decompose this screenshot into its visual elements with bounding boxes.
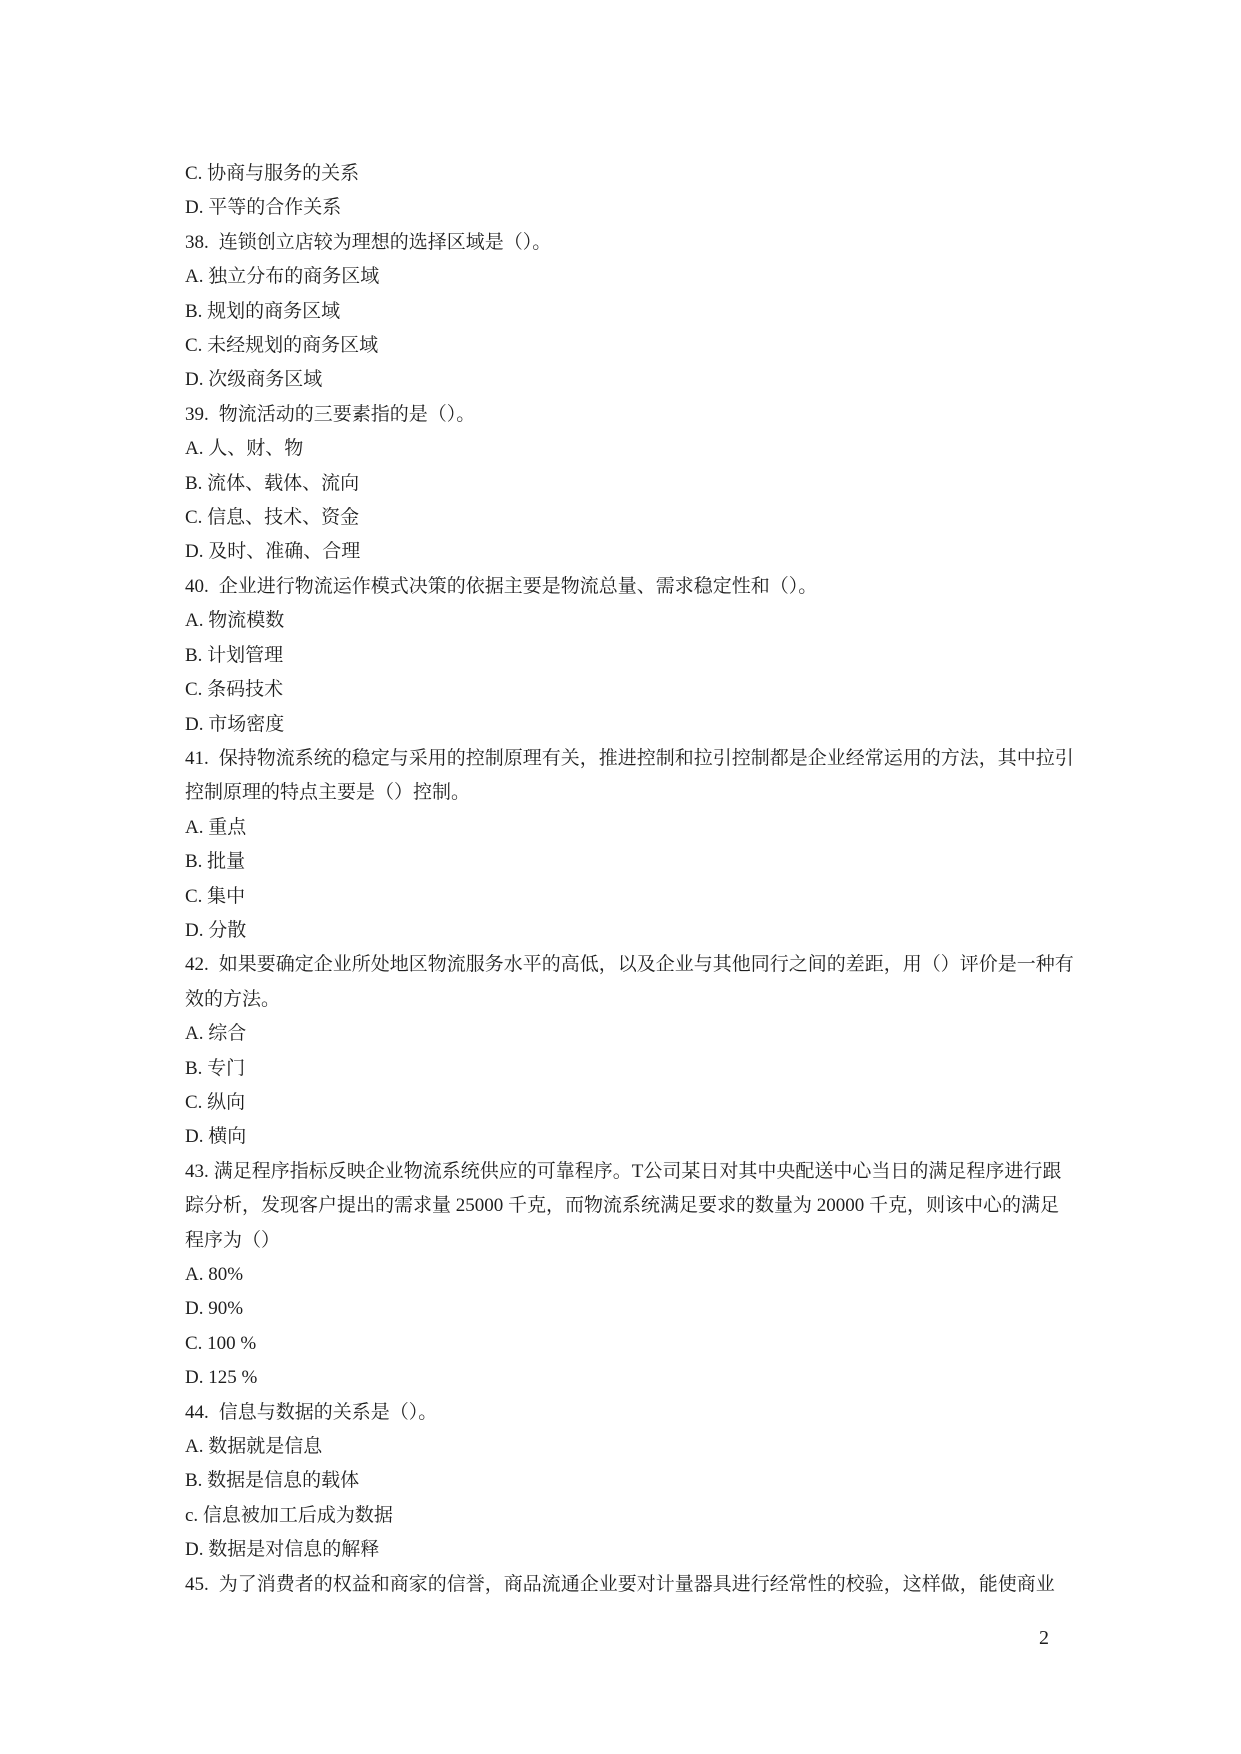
answer-option: D. 数据是对信息的解释	[185, 1539, 380, 1561]
question-stem	[185, 226, 1075, 260]
question-number: 44.	[185, 1401, 209, 1423]
question-41	[185, 742, 1075, 948]
answer-option: C. 协商与服务的关系	[185, 163, 360, 184]
question-stem	[185, 1568, 1075, 1602]
question-text: 企业进行物流运作模式决策的依据主要是物流总量、需求稳定性和（）。	[218, 575, 818, 597]
question-stem	[185, 948, 1075, 1017]
question-39	[185, 398, 1075, 570]
answer-option: D. 平等的合作关系	[185, 197, 342, 219]
question-40	[185, 570, 1075, 742]
answer-option: A. 独立分布的商务区域	[185, 266, 380, 288]
answer-option: D. 次级商务区域	[185, 369, 323, 391]
question-text: 信息与数据的关系是（）。	[218, 1401, 438, 1423]
answer-option: C. 条码技术	[185, 679, 284, 701]
answer-option: A. 物流模数	[185, 610, 285, 632]
question-stem	[185, 398, 1075, 432]
answer-option: A. 80%	[185, 1264, 244, 1285]
answer-option: c. 信息被加工后成为数据	[185, 1504, 393, 1526]
question-text: 保持物流系统的稳定与采用的控制原理有关，推进控制和拉引控制都是企业经常运用的方法，其中拉引控制原理的特点主要是（）控制。	[185, 747, 1074, 804]
exam-question-list	[185, 157, 1075, 1602]
page-number: 2	[1039, 1627, 1049, 1649]
answer-option: A. 人、财、物	[185, 438, 304, 460]
question-text: 为了消费者的权益和商家的信誉，商品流通企业要对计量器具进行经常性的校验，这样做，能使商业	[218, 1573, 1055, 1595]
question-stem	[185, 570, 1075, 604]
answer-option: B. 规划的商务区域	[185, 300, 341, 322]
answer-option: A. 综合	[185, 1023, 247, 1045]
question-45	[185, 1568, 1075, 1602]
question-number: 39.	[185, 403, 209, 425]
answer-option: D. 市场密度	[185, 713, 285, 735]
question-stem	[185, 1155, 1075, 1258]
page-footer	[1039, 1624, 1049, 1652]
question-38	[185, 226, 1075, 398]
question-44	[185, 1396, 1075, 1568]
answer-option: B. 计划管理	[185, 644, 284, 666]
question-number: 45.	[185, 1573, 209, 1595]
question-text: 满足程序指标反映企业物流系统供应的可靠程序。T公司某日对其中央配送中心当日的满足程序进行跟踪分析，发现客户提出的需求量 25000 千克，而物流系统满足要求的数量为 20000 千克，则该中心的满足程序为（）	[185, 1160, 1062, 1251]
question-stem	[185, 742, 1075, 811]
question-text: 连锁创立店较为理想的选择区域是（）。	[218, 231, 552, 253]
question-number: 42.	[185, 954, 209, 976]
answer-option: A. 重点	[185, 816, 247, 838]
answer-option: B. 数据是信息的载体	[185, 1470, 360, 1492]
question-43	[185, 1155, 1075, 1396]
answer-option: C. 100 %	[185, 1332, 257, 1354]
answer-option: D. 125 %	[185, 1367, 258, 1389]
answer-option: B. 专门	[185, 1057, 246, 1079]
question-42	[185, 948, 1075, 1154]
answer-option: C. 集中	[185, 885, 246, 907]
question-number: 38.	[185, 231, 209, 253]
answer-option: B. 流体、载体、流向	[185, 472, 360, 494]
question-number: 43.	[185, 1160, 209, 1182]
answer-option: C. 未经规划的商务区域	[185, 335, 379, 357]
answer-option: D. 及时、准确、合理	[185, 541, 361, 563]
answer-option: A. 数据就是信息	[185, 1436, 323, 1458]
answer-option: C. 纵向	[185, 1091, 246, 1113]
question-stem	[185, 1396, 1075, 1430]
answer-option: D. 分散	[185, 919, 247, 941]
answer-option: D. 90%	[185, 1298, 244, 1320]
question-text: 如果要确定企业所处地区物流服务水平的高低，以及企业与其他同行之间的差距，用（）评价是一种有效的方法。	[185, 954, 1074, 1010]
question-number: 40.	[185, 575, 209, 597]
question-text: 物流活动的三要素指的是（）。	[218, 403, 476, 425]
question-number: 41.	[185, 747, 209, 769]
answer-option: D. 横向	[185, 1126, 247, 1148]
question-37-remaining-options	[185, 157, 1075, 226]
answer-option: C. 信息、技术、资金	[185, 507, 360, 529]
answer-option: B. 批量	[185, 851, 246, 873]
